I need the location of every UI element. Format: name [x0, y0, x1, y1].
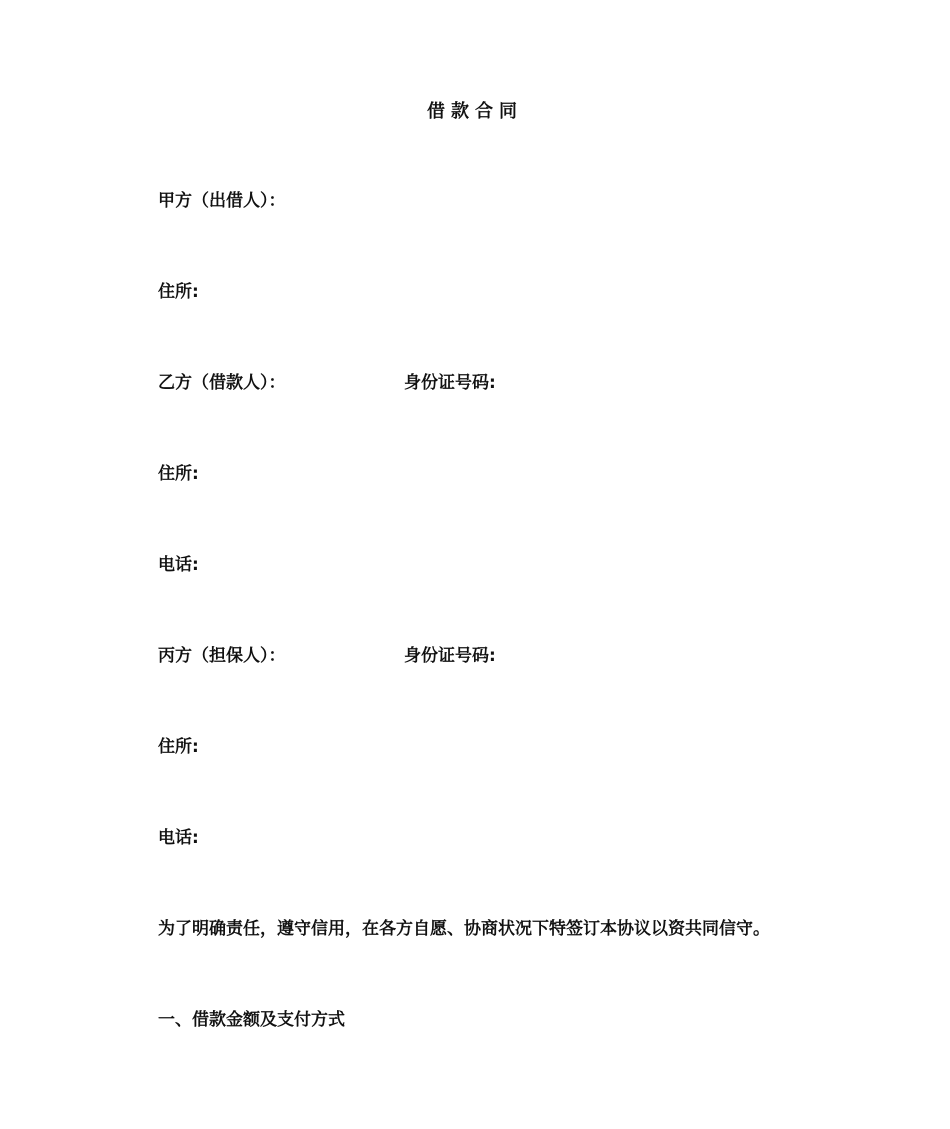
- party-a-label: 甲方（出借人）：: [158, 191, 286, 211]
- party-c-label: 丙方（担保人）：: [158, 646, 286, 666]
- party-b-id-label: 身份证号码:: [404, 373, 496, 393]
- party-b-label: 乙方（借款人）：: [158, 373, 286, 393]
- party-b-phone-label: 电话:: [158, 555, 199, 575]
- preamble-text: 为了明确责任，遵守信用，在各方自愿、协商状况下特签订本协议以资共同信守。: [158, 919, 770, 939]
- party-c-id-label: 身份证号码:: [404, 646, 496, 666]
- party-a-address-label: 住所:: [158, 282, 199, 302]
- section-1-heading: 一、借款金额及支付方式: [158, 1010, 345, 1030]
- contract-title: 借款合同: [427, 101, 523, 122]
- party-c-address-label: 住所:: [158, 737, 199, 757]
- party-c-phone-label: 电话:: [158, 828, 199, 848]
- party-b-address-label: 住所:: [158, 464, 199, 484]
